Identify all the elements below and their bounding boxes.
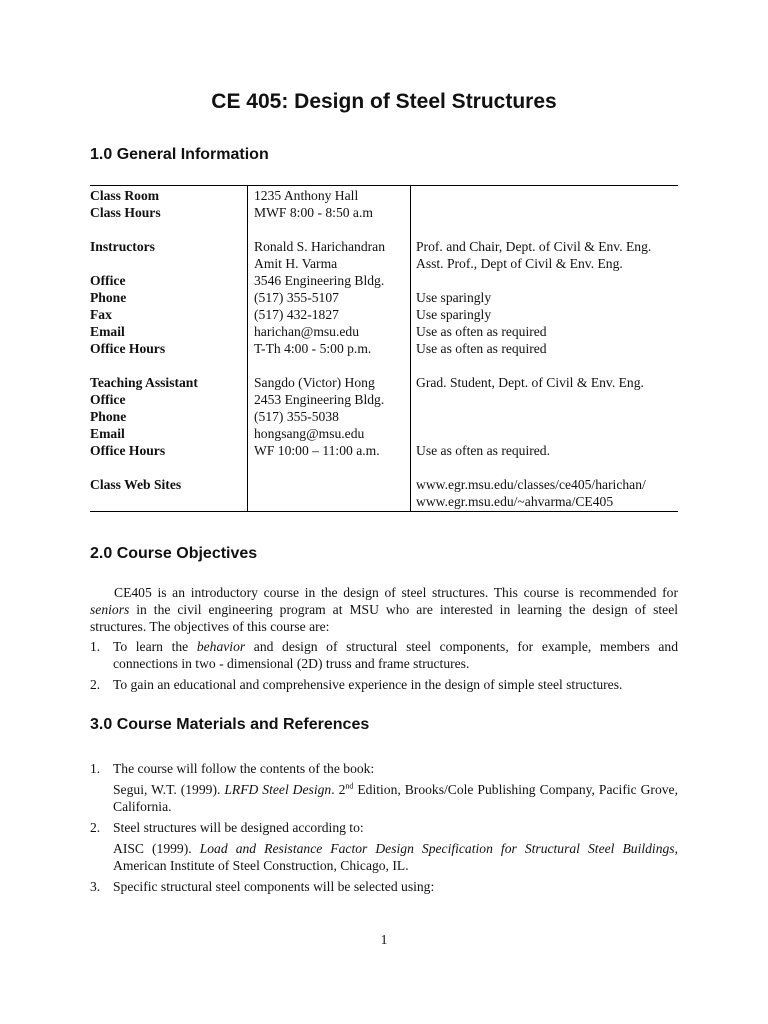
info-note: Use sparingly [416,307,492,322]
material-3-text: Specific structural steel components will be selected using: [113,879,435,894]
section-heading-objectives: 2.0 Course Objectives [90,545,258,562]
info-label: Phone [90,290,127,305]
info-label [90,255,247,272]
list-item [90,638,678,672]
objective-1-emphasis: behavior [196,639,246,654]
info-label: Class Web Sites [90,477,182,492]
info-note: Prof. and Chair, Dept. of Civil & Env. Eng. [416,239,652,254]
info-note [416,459,678,476]
info-note: Asst. Prof., Dept of Civil & Env. Eng. [416,256,623,271]
material-2-reference [113,840,678,874]
info-value: Sangdo (Victor) Hong [254,375,375,390]
info-label [90,221,247,238]
list-number: 1. [90,639,101,654]
info-note [416,187,678,204]
info-note [416,425,678,442]
info-note: Use as often as required [416,341,547,356]
info-label: Fax [90,307,112,322]
info-label: Office [90,273,126,288]
list-number: 1. [90,761,101,776]
info-note [416,221,678,238]
info-value: Ronald S. Harichandran [254,239,385,254]
info-label [90,493,247,510]
info-value: (517) 355-5038 [254,409,339,424]
info-values-column [247,186,410,511]
objective-1-post: and design of structural steel components, for example, members and connections in two - dimensional (2D) truss and frame structures. [113,639,679,671]
info-label: Office Hours [90,341,166,356]
info-label [90,459,247,476]
info-note: Use sparingly [416,290,492,305]
list-item [90,878,678,895]
info-value [254,459,410,476]
info-label: Office [90,392,126,407]
info-value: MWF 8:00 - 8:50 a.m [254,205,373,220]
reference-edition: . 2 [331,782,346,797]
reference-publisher: Edition, Brooks/Cole Publishing Company, Pacific Grove, California. [113,782,678,814]
objectives-intro-part2: in the civil engineering program at MSU who are interested in learning the design of steel structures. The objectives of this course are: [90,602,678,634]
info-labels-column [90,186,247,511]
reference-publisher: , American Institute of Steel Construction, Chicago, IL. [113,841,678,873]
page-title: CE 405: Design of Steel Structures [211,90,557,113]
info-label: Email [90,426,125,441]
info-value: (517) 355-5107 [254,290,339,305]
info-label: Class Room [90,188,160,203]
info-label: Instructors [90,239,155,254]
info-label [90,357,247,374]
reference-author: Segui, W.T. (1999). [113,782,225,797]
info-value: Amit H. Varma [254,256,338,271]
info-note [416,408,678,425]
list-number: 2. [90,820,101,835]
objectives-intro-part1: CE405 is an introductory course in the design of steel structures. This course is recommended for [114,585,678,600]
info-note [416,204,678,221]
info-value: 2453 Engineering Bldg. [254,392,385,407]
list-item [90,760,678,815]
objective-2-text: To gain an educational and comprehensive experience in the design of simple steel structures. [113,677,623,692]
info-value: 1235 Anthony Hall [254,188,359,203]
reference-edition-suffix: nd [345,781,354,791]
info-value[interactable]: harichan@msu.edu [254,324,359,339]
info-note[interactable]: www.egr.msu.edu/~ahvarma/CE405 [416,494,614,509]
list-number: 2. [90,677,101,692]
info-note [416,272,678,289]
material-1-text: The course will follow the contents of the book: [113,761,375,776]
info-note [416,391,678,408]
info-value [254,357,410,374]
info-note [416,357,678,374]
reference-title: LRFD Steel Design [224,782,332,797]
info-value: WF 10:00 – 11:00 a.m. [254,443,380,458]
reference-author: AISC (1999). [113,841,200,856]
reference-title: Load and Resistance Factor Design Specification for Structural Steel Buildings [199,841,675,856]
page-number: 1 [380,932,388,947]
list-item [90,676,678,693]
objective-1-pre: To learn the [113,639,197,654]
info-label: Office Hours [90,443,166,458]
info-note: Use as often as required [416,324,547,339]
list-number: 3. [90,879,101,894]
info-label: Email [90,324,125,339]
info-value [254,476,410,493]
materials-list [90,760,678,895]
info-value[interactable]: hongsang@msu.edu [254,426,365,441]
info-note: Grad. Student, Dept. of Civil & Env. Eng. [416,375,644,390]
info-note[interactable]: www.egr.msu.edu/classes/ce405/harichan/ [416,477,646,492]
objectives-list [90,638,678,693]
objectives-paragraph [90,584,678,635]
info-value [254,221,410,238]
info-label: Teaching Assistant [90,375,198,390]
objectives-intro-emphasis: seniors [90,602,130,617]
info-value [254,493,410,510]
info-label: Phone [90,409,127,424]
info-value: 3546 Engineering Bldg. [254,273,385,288]
section-heading-general: 1.0 General Information [90,146,269,163]
info-notes-column [410,186,678,511]
info-label: Class Hours [90,205,161,220]
info-value: (517) 432-1827 [254,307,339,322]
general-info-table [90,185,678,512]
list-item [90,819,678,874]
info-value: T-Th 4:00 - 5:00 p.m. [254,341,372,356]
material-1-reference [113,781,678,815]
material-2-text: Steel structures will be designed according to: [113,820,364,835]
section-heading-materials: 3.0 Course Materials and References [90,716,370,733]
info-note: Use as often as required. [416,443,550,458]
